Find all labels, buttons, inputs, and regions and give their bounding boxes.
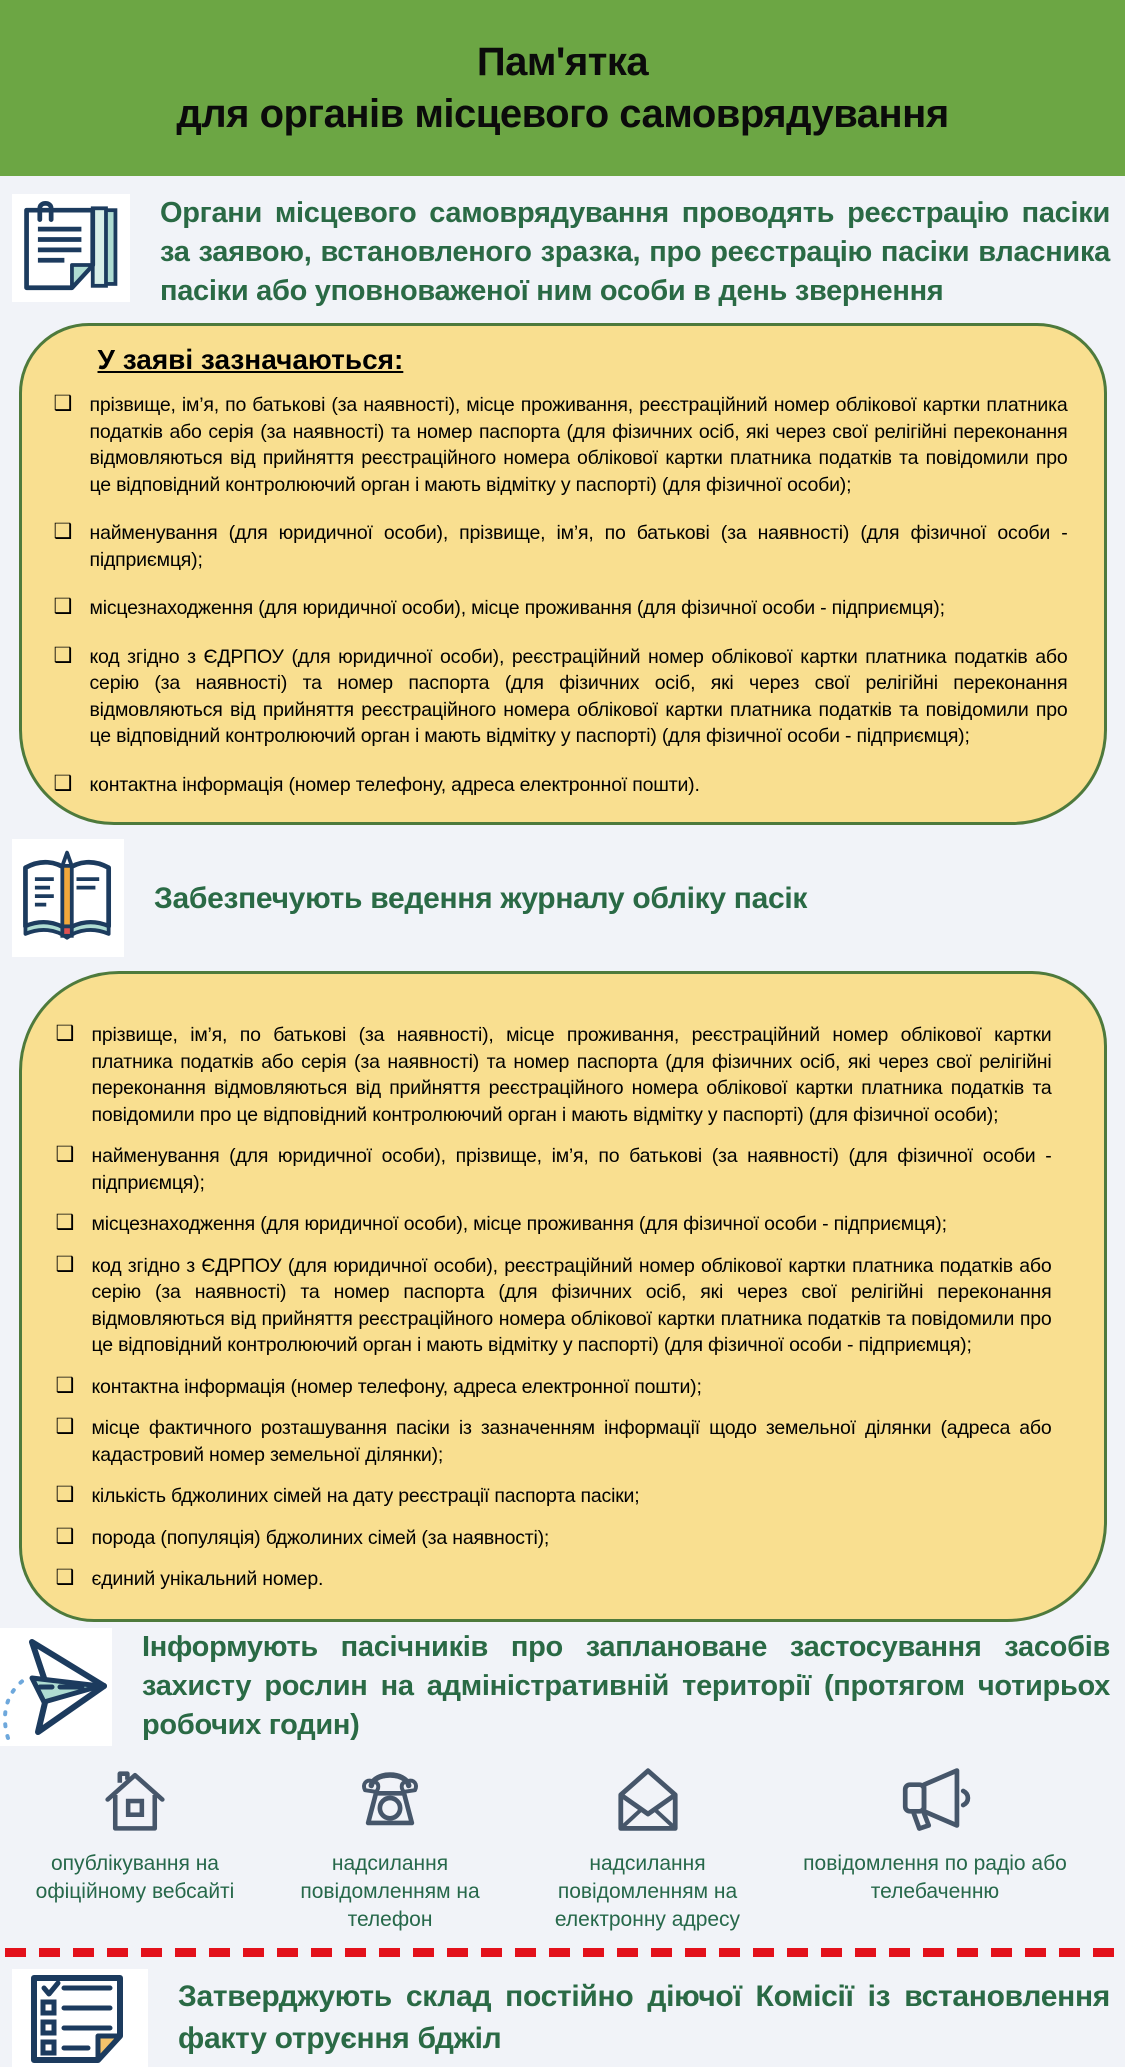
list-item: ❑ місцезнаходження (для юридичної особи), місце проживання (для фізичної особи - підприємця); <box>55 1211 947 1235</box>
list-item: ❑ місце фактичного розташування пасіки із зазначенням інформації щодо земельної ділянки (адреса або кадастровий номер земельної ділянки); <box>55 1415 1052 1466</box>
checkbox-bullet: ❑ <box>55 1143 75 1166</box>
notepad-icon <box>12 194 130 302</box>
checkbox-bullet: ❑ <box>55 1022 75 1045</box>
channel-phone <box>270 1756 510 1934</box>
channel-label: надсилання повідомленням на електронну адресу <box>554 1851 741 1931</box>
checkbox-bullet: ❑ <box>53 392 73 415</box>
checkbox-bullet: ❑ <box>55 1252 75 1276</box>
phone-icon <box>351 1756 429 1840</box>
section-2-heading: Забезпечують ведення журналу обліку пасік <box>154 881 808 915</box>
checkbox-bullet: ❑ <box>55 1524 75 1548</box>
list-item: ❑ код згідно з ЄДРПОУ (для юридичної особи), реєстраційний номер облікової картки платника податків або серію (за наявності) та номер паспорта (для фізичних осіб, які через свої релігійні переконання відмовляються від прийняття реєстраційного номера облікової картки платника податків та повідомили про це відповідний контролюючий орган і мають відмітку у паспорті) (для фізичної особи - підприємця); <box>55 1252 1052 1356</box>
channels-row <box>0 1746 1125 1934</box>
section-commission <box>0 1969 1125 2067</box>
list-item: ❑ кількість бджолиних сімей на дату реєстрації паспорта пасіки; <box>55 1483 640 1507</box>
channel-email <box>520 1756 775 1934</box>
channel-website <box>10 1756 260 1934</box>
checkbox-bullet: ❑ <box>55 1483 75 1506</box>
list-item: ❑ прізвище, ім’я, по батькові (за наявності), місце проживання, реєстраційний номер облікової картки платника податків або серія (за наявності) та номер паспорта (для фізичних осіб, які через свої релігійні переконання відмовляються від прийняття реєстраційного номера облікової картки платника податків та повідомили про це відповідний контролюючий орган і мають відмітку у паспорті) (для фізичної особи); <box>55 1022 1052 1126</box>
section-1-heading: Органи місцевого самоврядування проводять реєстрацію пасіки за заявою, встановленого зразка, про реєстрацію пасіки власника пасіки або уповноваженої ним особи в день звернення <box>160 197 1110 307</box>
checkbox-bullet: ❑ <box>55 1211 75 1234</box>
list-item: ❑ порода (популяція) бджолиних сімей (за наявності); <box>55 1524 550 1549</box>
checkbox-bullet: ❑ <box>55 1415 75 1438</box>
header-banner <box>0 0 1125 176</box>
checkbox-bullet: ❑ <box>53 643 73 667</box>
megaphone-icon <box>888 1756 982 1840</box>
checkbox-bullet: ❑ <box>55 1566 75 1589</box>
envelope-icon <box>608 1756 688 1840</box>
list-item: ❑ контактна інформація (номер телефону, адреса електронної пошти); <box>55 1373 702 1398</box>
checkbox-bullet: ❑ <box>55 1373 75 1397</box>
checkbox-bullet: ❑ <box>53 771 73 795</box>
journal-box <box>19 971 1107 1622</box>
paper-plane-icon <box>0 1628 112 1746</box>
page-title-line2: для органів місцевого самоврядування <box>176 92 949 136</box>
application-box-title: У заяві зазначаються: <box>97 344 404 375</box>
channel-label: опублікування на офіційному вебсайті <box>35 1851 235 1903</box>
list-item: ❑ єдиний унікальний номер. <box>55 1566 324 1590</box>
checkbox-bullet: ❑ <box>53 595 73 618</box>
house-icon <box>97 1756 173 1840</box>
application-box <box>19 323 1107 825</box>
section-informing <box>0 1628 1125 1746</box>
section-registration <box>0 194 1125 311</box>
journal-icon <box>12 839 124 957</box>
channel-label: надсилання повідомленням на телефон <box>300 1851 480 1931</box>
red-dashed-divider <box>5 1948 1120 1957</box>
list-item: ❑ місцезнаходження (для юридичної особи), місце проживання (для фізичної особи - підприємця); <box>53 595 945 619</box>
checklist-icon <box>12 1969 148 2067</box>
page-title-line1: Пам'ятка <box>476 40 649 84</box>
list-item: ❑ прізвище, ім’я, по батькові (за наявності), місце проживання, реєстраційний номер облікової картки платника податків або серія (за наявності) та номер паспорта (для фізичних осіб, які через свої релігійні переконання відмовляються від прийняття реєстраційного номера облікової картки платника податків та повідомили про це відповідний контролюючий орган і мають відмітку у паспорті) (для фізичної особи); <box>53 392 1068 496</box>
journal-items <box>54 1022 1052 1593</box>
list-item: ❑ контактна інформація (номер телефону, адреса електронної пошти). <box>53 771 700 796</box>
channel-broadcast <box>785 1756 1085 1934</box>
channel-label: повідомлення по радіо або телебаченню <box>803 1851 1067 1903</box>
list-item: ❑ найменування (для юридичної особи), прізвище, ім’я, по батькові (за наявності) (для фізичної особи - підприємця); <box>55 1143 1052 1194</box>
list-item: ❑ найменування (для юридичної особи), прізвище, ім’я, по батькові (за наявності) (для фізичної особи - підприємця); <box>53 520 1068 571</box>
application-items <box>52 392 1068 798</box>
list-item: ❑ код згідно з ЄДРПОУ (для юридичної особи), реєстраційний номер облікової картки платника податків або серію (за наявності) та номер паспорта (для фізичних осіб, які через свої релігійні переконання відмовляються від прийняття реєстраційного номера облікової картки платника податків та повідомили про це відповідний контролюючий орган і мають відмітку у паспорті) (для фізичної особи - підприємця); <box>53 643 1068 747</box>
section-3-heading: Інформують пасічників про заплановане застосування засобів захисту рослин на адміністративній території (протягом чотирьох робочих годин) <box>142 1630 1110 1741</box>
section-journal <box>0 839 1125 957</box>
section-4-heading: Затверджують склад постійно діючої Комісії із встановлення факту отруєння бджіл <box>178 1979 1110 2055</box>
checkbox-bullet: ❑ <box>53 520 73 543</box>
